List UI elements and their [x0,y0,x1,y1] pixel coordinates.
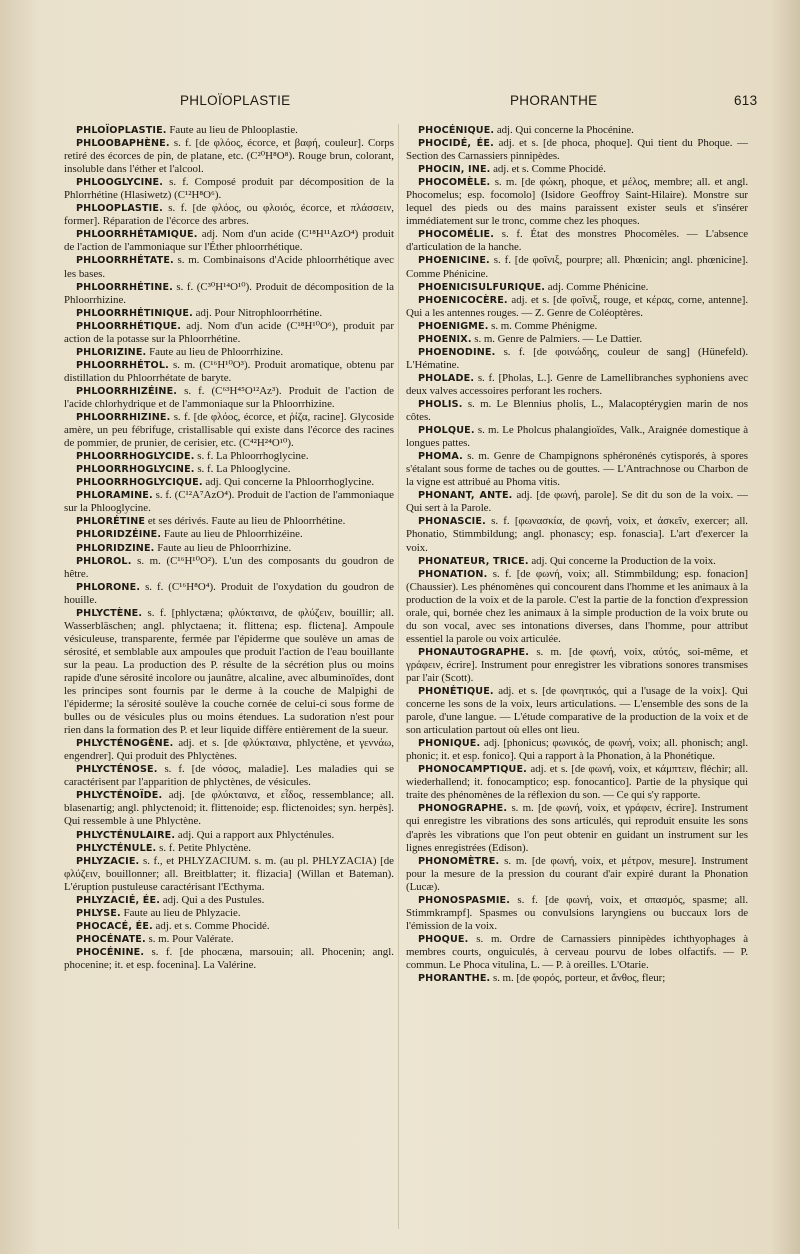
dictionary-entry [406,254,748,280]
entry-headword: PHONOCAMPTIQUE. [418,764,527,776]
entry-definition: adj. et s. [de φλύκταινα, phlyctène, et γεννάω, engendrer]. Qui produit des Phlyctènes. [64,737,394,763]
dictionary-entry [406,972,748,985]
entry-headword: PHONOMÈTRE. [418,855,500,867]
dictionary-entry [64,789,394,828]
dictionary-entry [64,450,394,463]
entry-definition: adj. [de φωνή, parole]. Se dit du son de la voix. — Qui sert à la Parole. [406,489,748,515]
entry-definition: s. m. [de φώκη, phoque, et μέλος, membre; all. et angl. Phocomelus; esp. focomolo] (Isidore Geoffroy Saint-Hilaire). Monstre sur lequel des pieds ou des mains paraissent exister seuls et s'insérer immédiatement sur le tronc, comme chez les phoques. [406,176,748,228]
dictionary-entry [64,254,394,280]
entry-definition: s. f. (C¹²A⁷AzO⁴). Produit de l'action de l'ammoniaque sur la Phlooglycine. [64,489,394,515]
entry-definition: s. f. [de φωνή, voix, et σπασμός, spasme; all. Stimmkrampf]. Spasmes ou convulsions laryngiens ou buccaux lors de l'émission de la voix. [406,893,748,932]
dictionary-entry [406,802,748,854]
entry-headword: PHLYZACIE. [76,855,140,867]
entry-definition: s. m. [de φωνή, voix, et γράφειν, écrire]. Instrument qui enregistre les vibrations des sons articulés, qui reproduit ensuite les sons d'après les vibrations que l'on peut obtenir en guidant un instrument sur les lignes enregistrées (Edison). [406,802,748,854]
entry-definition: Faute au lieu de Phloorrhizéine. [161,528,303,541]
dictionary-entry [64,476,394,489]
dictionary-entry [64,933,394,946]
entry-headword: PHLOORRHÉTINIQUE. [76,307,193,319]
entry-definition: s. f. [de νόσος, maladie]. Les maladies qui se caractérisent par l'apparition de phlyctènes, de vésicules. [64,763,394,789]
entry-headword: PHLYZACIÉ, ÉE. [76,894,161,906]
entry-definition: s. f., et PHLYZACIUM. s. m. (au pl. PHLYZACIA) [de φλύζειν, bouillonner; all. Breitblatter; it. flizacia] (Willan et Bateman). L'éruption pustuleuse caractérisant l'Ecthyma. [64,854,394,893]
entry-definition: s. f. [φωνασκία, de φωνή, voix, et ἀσκεῖν, exercer; all. Phonatio, Stimmbildung; angl. phonascy; esp. fonascia]. L'art d'exercer la voix. [406,515,748,554]
entry-headword: PHLORIZINE. [76,346,147,358]
entry-definition: adj. et s. Comme Phocidé. [490,163,606,176]
entry-definition: Faute au lieu de Phlooplastie. [166,124,298,136]
dictionary-entry [406,933,748,972]
entry-headword: PHOENICOCÈRE. [418,294,508,306]
entry-headword: PHOMA. [418,451,463,463]
entry-headword: PHLORIDZINE. [76,542,155,554]
entry-definition: adj. Nom d'un acide (C¹⁸H¹¹AzO⁴) produit de l'action de l'ammoniaque sur l'Éther phloorrhétique. [64,228,394,254]
dictionary-entry [64,281,394,307]
entry-headword: PHOCIN, INE. [418,164,491,176]
entry-definition: adj. Qui a des Pustules. [160,893,265,906]
entry-definition: s. f. [de φωνή, voix; all. Stimmbildung; esp. fonacion] (Chaussier). Les phénomènes qui concourent dans l'homme et les animaux à la production de la voix et de la parole. C'est la partie de la fonction d'expression orale, qui, bornée chez les animaux à la simple production de la voix brute ou du son vocal, avec ses intonations diverses, dans l'homme, pour attribut essentiel la parole ou voix articulée. [406,567,748,645]
entry-headword: PHLOÏOPLASTIE. [76,125,167,136]
entry-headword: PHORANTHE. [418,973,491,985]
entry-headword: PHOCÉNATE. [76,933,146,945]
entry-definition: s. f. (C¹⁶H⁸O⁴). Produit de l'oxydation du goudron de houille. [64,580,394,606]
entry-headword: PHLOORRHÉTAMIQUE. [76,229,198,241]
entry-headword: PHOENICINE. [418,255,490,267]
entry-headword: PHONATION. [418,568,488,580]
entry-headword: PHLOORRHIZINE. [76,412,171,424]
dictionary-entry [406,398,748,424]
entry-headword: PHOQUE. [418,933,469,945]
entry-definition: s. f. [de phocæna, marsouin; all. Phocenin; angl. phocenine; it. et esp. focenina]. La Valérine. [64,945,394,971]
dictionary-entry [406,124,748,137]
entry-definition: s. m. Comme Phénigme. [488,319,598,332]
entry-headword: PHLORÉTINE [76,516,146,528]
dictionary-entry [406,489,748,515]
entry-headword: PHLOORRHIZÉINE. [76,385,178,397]
entry-headword: PHONOSPASMIE. [418,894,511,906]
entry-headword: PHOCÉNIQUE. [418,125,495,136]
dictionary-entry [64,737,394,763]
dictionary-entry [64,542,394,555]
entry-headword: PHOLADE. [418,372,475,384]
entry-definition: adj. et s. [de φοῖνιξ, rouge, et κέρας, corne, antenne]. Qui a les antennes rouges. — Z. Genre de Coléoptères. [406,293,748,319]
entry-headword: PHLOOGLYCINE. [76,177,164,189]
dictionary-entry [406,555,748,568]
entry-definition: s. m. [de φορός, porteur, et ἄνθος, fleur; [490,972,666,985]
entry-definition: s. f. [de φλόος, ou φλοιός, écorce, et πλάσσειν, former]. Réparation de l'écorce des arbres. [64,202,394,228]
entry-definition: s. f. [Pholas, L.]. Genre de Lamellibranches syphoniens avec deux valves accessoires perforant les rochers. [406,371,748,397]
dictionary-entry [406,737,748,763]
entry-definition: s. m. Genre de Champignons sphéronénés cytisporés, à spores s'étalant sous forme de taches ou de gouttes. — L'Antrachnose ou Charbon de la vigne est attribué au Phoma vitis. [406,450,748,489]
entry-definition: adj. Comme Phénicine. [545,280,649,293]
entry-definition: s. m. Le Pholcus phalangioïdes, Valk., Araignée domestique à longues pattes. [406,424,748,450]
entry-headword: PHLOORRHÉTOL. [76,359,169,371]
dictionary-entry [406,424,748,450]
left-column [64,124,394,972]
dictionary-entry [406,855,748,894]
entry-definition: Faute au lieu de Phloorrhizine. [154,541,292,554]
dictionary-entry [64,894,394,907]
entry-headword: PHLYCTÉNOGÈNE. [76,738,174,750]
entry-headword: PHLOROL. [76,555,132,567]
entry-definition: s. m. Combinaisons d'Acide phloorrhétique avec les bases. [64,254,394,280]
entry-headword: PHOCOMÉLIE. [418,229,495,241]
column-divider [398,124,399,1229]
entry-headword: PHLORAMINE. [76,490,153,502]
dictionary-entry [64,946,394,972]
dictionary-entry [406,450,748,489]
dictionary-entry [64,907,394,920]
entry-definition: adj. [phonicus; φωνικός, de φωνή, voix; all. phonisch; angl. phonic; it. et esp. fonico]. Qui a rapport à la Phonation, à la Phonétique. [406,737,748,763]
entry-headword: PHOLQUE. [418,425,475,437]
running-head-left-title: PHLOÏOPLASTIE [180,93,291,108]
entry-definition: s. f. La Phloorrhoglycine. [194,450,309,463]
dictionary-entry [64,307,394,320]
entry-headword: PHLYCTÉNOÏDE. [76,790,163,802]
entry-headword: PHOENICISULFURIQUE. [418,281,546,293]
entry-headword: PHLOORRHOGLYCINE. [76,464,195,476]
entry-headword: PHONIQUE. [418,738,481,750]
dictionary-entry [64,555,394,581]
entry-headword: PHLORONE. [76,581,141,593]
entry-definition: Faute au lieu de Phlyzacie. [120,906,241,919]
entry-definition: s. f. État des monstres Phocomèles. — L'absence d'articulation de la hanche. [406,228,748,254]
entry-definition: s. f. [phlyctæna; φλύκταινα, de φλύζειν, bouillir; all. Wasserbläschen; angl. phlyctaena; it. flittena; esp. flictena]. Ampoule vésiculeuse, transparente, fermée par l'épiderme que soulève un amas de sérosité, et semblable aux ampoules que produit l'action de l'eau bouillante sur la peau. La production des P. résulte de la sécrétion plus ou moins rapide d'une sérosité incolore ou jaunâtre, alcaline, avec albuminoïdes, dont les principes sont fournis par le derme à la couche de Malpighi de l'épiderme; la sérosité soulève la couche cornée de celui-ci sous forme de bulles ou de vésicules plus ou moins étendues. La sudoration n'est pour rien dans la formation des P. et leur liquide diffère entièrement de la sueur. [64,606,394,737]
entry-definition: s. f. [de φλόος, écorce, et ῥίζα, racine]. Glycoside amère, un peu fébrifuge, cristallisable qui existe dans l'écorce des racines de pommier, de prunier, de cerisier, etc. (C⁴²H²⁴O¹⁰). [64,411,394,450]
entry-definition: adj. et s. [de φωνή, voix, et κάμπτειν, fléchir; all. wiederhallend; it. fonocamptico; esp. fonocantico]. Partie de la physique qui traite des phénomènes de la réflexion du son. — Ce qui s'y rapporte. [406,763,748,802]
entry-definition: s. m. Genre de Palmiers. — Le Dattier. [471,332,643,345]
dictionary-entry [64,515,394,528]
dictionary-entry [406,763,748,802]
entry-definition: s. m. Pour Valérate. [145,932,234,945]
entry-headword: PHONOGRAPHE. [418,803,508,815]
entry-headword: PHONÉTIQUE. [418,686,494,698]
dictionary-entry [64,359,394,385]
entry-headword: PHLYSE. [76,907,121,919]
entry-definition: s. f. Composé produit par décomposition de la Phlorrhétine (Hlasiwetz) (C¹²H⁸O⁶). [64,176,394,202]
entry-headword: PHOENODINE. [418,346,496,358]
entry-headword: PHONANT, ANTE. [418,490,513,502]
entry-definition: s. m. (C¹⁶H¹⁰O³). Produit aromatique, obtenu par distillation du Phloorrhétate de baryte. [64,358,394,384]
dictionary-entry [64,346,394,359]
dictionary-entry [64,385,394,411]
dictionary-entry [406,894,748,933]
dictionary-entry [64,137,394,176]
dictionary-entry [406,137,748,163]
page-number: 613 [734,93,758,108]
dictionary-entry [406,281,748,294]
entry-headword: PHONATEUR, TRICE. [418,555,529,567]
entry-headword: PHLYCTÉNULAIRE. [76,829,176,841]
entry-definition: s. f. [de φοινώδης, couleur de sang] (Hünefeld). L'Hématine. [406,345,748,371]
entry-headword: PHLOORRHÉTATE. [76,255,174,267]
entry-definition: et ses dérivés. Faute au lieu de Phloorrhétine. [145,515,346,528]
entry-definition: s. f. [de φλόος, écorce, et βαφή, couleur]. Corps retiré des écorces de pin, de platane, etc. (C²⁰H⁸O⁸). Rouge brun, colorant, insoluble dans l'éther et l'alcool. [64,137,394,176]
entry-definition: s. f. La Phlooglycine. [194,463,291,476]
dictionary-entry [64,842,394,855]
dictionary-entry [64,124,394,137]
entry-definition: adj. et s. [de phoca, phoque]. Qui tient du Phoque. — Section des Carnassiers pinnipèdes. [406,137,748,163]
entry-headword: PHLOORRHÉTINE. [76,281,173,293]
dictionary-entry [406,176,748,228]
entry-headword: PHOCIDÉ, ÉE. [418,138,494,150]
dictionary-entry [406,685,748,737]
dictionary-entry [64,176,394,202]
entry-headword: PHLOORRHÉTIQUE. [76,320,182,332]
entry-headword: PHLORIDZÉINE. [76,529,162,541]
entry-definition: adj. Pour Nitrophloorrhétine. [192,306,323,319]
entry-definition: s. f. (C³⁰H¹⁴O¹⁰). Produit de décomposition de la Phloorrhizine. [64,280,394,306]
entry-headword: PHONASCIE. [418,516,486,528]
entry-headword: PHLYCTÉNULE. [76,842,157,854]
entry-definition: adj. Qui concerne la Phocénine. [494,124,634,136]
entry-headword: PHLOOPLASTIE. [76,203,163,215]
dictionary-entry [406,346,748,372]
dictionary-entry [406,568,748,646]
dictionary-entry [64,463,394,476]
dictionary-entry [64,411,394,450]
dictionary-entry [64,855,394,894]
entry-headword: PHOENIGME. [418,320,489,332]
dictionary-entry [406,372,748,398]
entry-headword: PHLYCTÈNE. [76,607,143,619]
entry-headword: PHOCACÉ, ÉE. [76,920,153,932]
entry-headword: PHOCOMÈLE. [418,177,491,189]
right-column [406,124,748,985]
dictionary-entry [406,228,748,254]
dictionary-entry [64,202,394,228]
entry-headword: PHLYCTÉNOSE. [76,764,158,776]
dictionary-entry [406,320,748,333]
entry-headword: PHOENIX. [418,333,472,345]
entry-definition: adj. Qui concerne la Phloorrhoglycine. [202,476,375,489]
dictionary-entry [406,163,748,176]
entry-headword: PHLOOBAPHÈNE. [76,138,170,150]
entry-definition: s. f. (C⁶³H⁴⁵O¹²Az³). Produit de l'action de l'acide chlorhydrique et de l'ammoniaque sur la Phloorrhizine. [64,384,394,410]
dictionary-entry [64,489,394,515]
entry-definition: s. f. Petite Phlyctène. [156,841,252,854]
entry-definition: adj. et s. Comme Phocidé. [152,919,270,932]
entry-definition: Faute au lieu de Phloorrhizine. [146,345,284,358]
dictionary-entry [64,581,394,607]
entry-headword: PHLOORRHOGLYCIDE. [76,451,195,463]
entry-headword: PHOCÉNINE. [76,946,145,958]
entry-headword: PHLOORRHOGLYCIQUE. [76,477,203,489]
entry-definition: adj. et s. [de φωνητικός, qui a l'usage de la voix]. Qui concerne les sons de la voix, leurs articulations. — L'ensemble des sons de la parole, d'une langue. — L'étude comparative de la production de la voix et de son articulation partout où elles ont lieu. [406,685,748,737]
dictionary-entry [64,528,394,541]
running-head-right-title: PHORANTHE [510,93,598,108]
dictionary-entry [406,294,748,320]
entry-definition: s. m. Ordre de Carnassiers pinnipèdes ichthyophages à membres courts, onguiculés, à cerveau pourvu de lobes olfactifs. — P. commun. Le Phoca vitulina, L. — P. à oreilles. L'Otarie. [406,932,748,971]
entry-definition: adj. Qui concerne la Production de la voix. [528,554,716,567]
entry-headword: PHOLIS. [418,398,463,410]
dictionary-entry [406,646,748,685]
entry-headword: PHONAUTOGRAPHE. [418,646,530,658]
entry-definition: s. m. [de φωνή, voix, et μέτρον, mesure]. Instrument pour la mesure de la pression du courant d'air expiré durant la Phonation (Lucæ). [406,854,748,893]
dictionary-entry [64,920,394,933]
dictionary-entry [64,763,394,789]
entry-definition: adj. Nom d'un acide (C¹⁸H¹⁰O⁶), produit par action de la potasse sur la Phloorrhétine. [64,319,394,345]
dictionary-entry [406,515,748,554]
running-head [0,93,800,113]
entry-definition: s. m. [de φωνή, voix, αὐτός, soi-même, et γράφειν, écrire]. Instrument pour enregistrer les vibrations sonores transmises par l'air (Scott). [406,645,748,684]
entry-definition: s. m. (C¹⁶H¹⁰O²). L'un des composants du goudron de hêtre. [64,554,394,580]
entry-definition: s. f. [de φοῖνιξ, pourpre; all. Phœnicin; angl. phœnicine]. Comme Phénicine. [406,254,748,280]
entry-definition: adj. Qui a rapport aux Phlycténules. [175,828,335,841]
dictionary-entry [64,228,394,254]
entry-definition: s. m. Le Blennius pholis, L., Malacoptérygien marin de nos côtes. [406,397,748,424]
dictionary-entry [64,607,394,737]
dictionary-entry [64,320,394,346]
dictionary-entry [406,333,748,346]
entry-definition: adj. [de φλύκταινα, et εἶδος, ressemblance; all. blasenartig; angl. phlyctenoid; it. flittenoide; esp. flictenoides; syn. herpès]. Qui ressemble à une Phlyctène. [64,789,394,828]
dictionary-entry [64,829,394,842]
